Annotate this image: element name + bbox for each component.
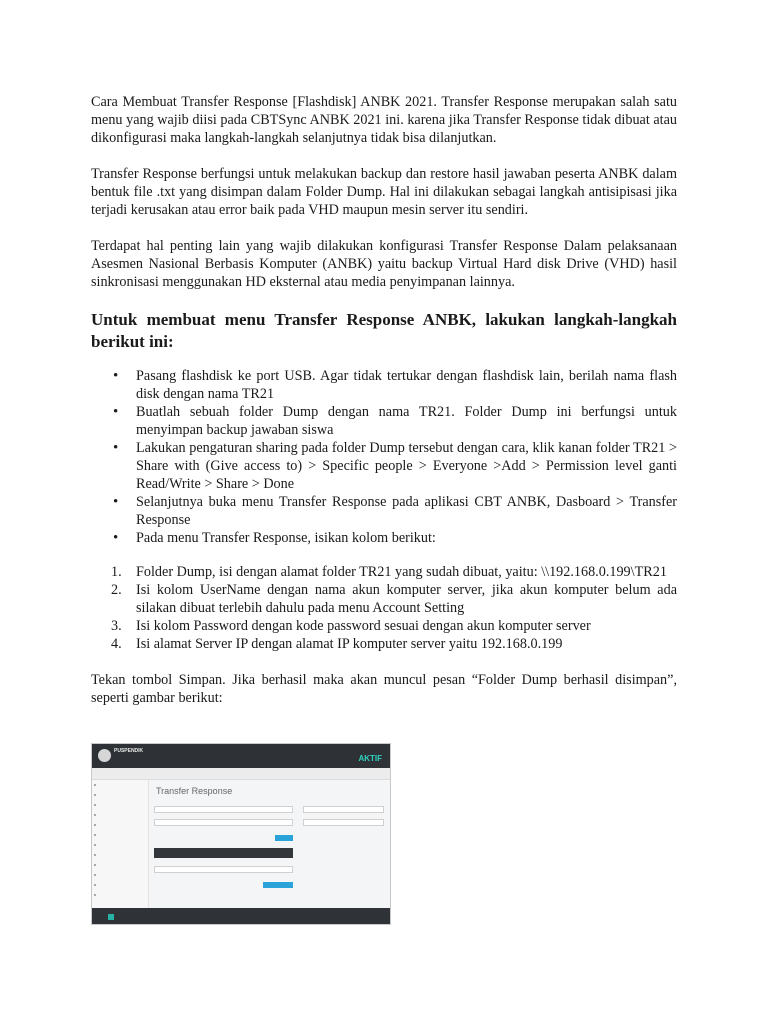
list-item-text: Isi alamat Server IP dengan alamat IP komputer server yaitu 192.168.0.199 xyxy=(136,636,563,652)
list-number: 3. xyxy=(111,618,122,634)
list-item-text: Folder Dump, isi dengan alamat folder TR21 yang sudah dibuat, yaitu: \\192.168.0.199\TR21 xyxy=(136,564,667,580)
function-paragraph: Transfer Response berfungsi untuk melakukan backup dan restore hasil jawaban peserta ANBK dalam bentuk file .txt yang disimpan dalam Folder Dump. Hal ini dilakukan sebagai langkah antisipisasi jika terjadi kerusakan atau error baik pada VHD maupun mesin server itu sendiri. xyxy=(91,166,677,218)
username-input xyxy=(303,806,384,813)
server-ip-input xyxy=(303,819,384,826)
sidebar-item xyxy=(92,880,148,890)
list-item: • Pada menu Transfer Response, isikan kolom berikut: xyxy=(91,529,677,547)
upload-button xyxy=(263,882,293,888)
list-item-text: Isi kolom Password dengan kode password sesuai dengan akun komputer server xyxy=(136,618,591,634)
sidebar-item xyxy=(92,870,148,880)
password-input xyxy=(154,819,293,826)
log-panel xyxy=(92,908,390,924)
sidebar-item xyxy=(92,840,148,850)
list-item-text: Isi kolom UserName dengan nama akun komputer server, jika akun komputer belum ada silakan dibuat terlebih dahulu pada menu Account Setting xyxy=(136,582,677,616)
sidebar-item xyxy=(92,860,148,870)
sidebar-item xyxy=(92,820,148,830)
list-number: 1. xyxy=(111,564,122,580)
save-paragraph: Tekan tombol Simpan. Jika berhasil maka akan muncul pesan “Folder Dump berhasil disimpan”, seperti gambar berikut: xyxy=(91,672,677,706)
bullet-list xyxy=(91,367,677,547)
sidebar xyxy=(92,780,149,924)
list-item xyxy=(91,563,677,581)
pagination-active xyxy=(108,914,114,920)
sidebar-item xyxy=(92,800,148,810)
sidebar-item xyxy=(92,780,148,790)
path-input xyxy=(154,866,293,873)
vhd-paragraph: Terdapat hal penting lain yang wajib dilakukan konfigurasi Transfer Response Dalam pelaksanaan Asesmen Nasional Berbasis Komputer (ANBK) yaitu backup Virtual Hard disk Drive (VHD) hasil sinkronisasi menggunakan HD eksternal atau media penyimpanan lainnya. xyxy=(91,238,677,290)
folder-dump-input xyxy=(154,806,293,813)
list-item xyxy=(91,581,677,617)
article-body xyxy=(91,93,677,725)
logo-icon xyxy=(98,749,111,762)
app-header xyxy=(92,744,390,768)
sidebar-item xyxy=(92,810,148,820)
numbered-list xyxy=(91,563,677,653)
list-number: 2. xyxy=(111,582,122,598)
save-button xyxy=(275,835,293,841)
list-item xyxy=(91,617,677,635)
screenshot-title: Transfer Response xyxy=(156,786,233,796)
list-item: • Selanjutnya buka menu Transfer Response pada aplikasi CBT ANBK, Dasboard > Transfer Response xyxy=(91,493,677,529)
steps-heading: Untuk membuat menu Transfer Response ANBK, lakukan langkah-langkah berikut ini: xyxy=(91,310,677,351)
sidebar-item xyxy=(92,890,148,900)
list-item: • Lakukan pengaturan sharing pada folder Dump tersebut dengan cara, klik kanan folder TR21 > Share with (Give access to) > Specific people > Everyone >Add > Permission level ganti Read/Write > Share > Done xyxy=(91,439,677,493)
list-item xyxy=(91,635,677,653)
screenshot-main xyxy=(154,784,384,924)
sidebar-item xyxy=(92,850,148,860)
list-number: 4. xyxy=(111,636,122,652)
file-picker-bar xyxy=(154,848,293,858)
breadcrumb xyxy=(92,768,390,780)
sidebar-item xyxy=(92,830,148,840)
sidebar-item xyxy=(92,790,148,800)
list-item: • Pasang flashdisk ke port USB. Agar tidak tertukar dengan flashdisk lain, berilah nama flash disk dengan nama TR21 xyxy=(91,367,677,403)
status-badge: AKTIF xyxy=(358,754,382,763)
logo-text: PUSPENDIK xyxy=(114,748,144,754)
list-item: • Buatlah sebuah folder Dump dengan nama TR21. Folder Dump ini berfungsi untuk menyimpan backup jawaban siswa xyxy=(91,403,677,439)
embedded-screenshot xyxy=(91,743,391,925)
intro-paragraph: Cara Membuat Transfer Response [Flashdisk] ANBK 2021. Transfer Response merupakan salah satu menu yang wajib diisi pada CBTSync ANBK 2021 ini. karena jika Transfer Response tidak dibuat atau dikonfigurasi maka langkah-langkah selanjutnya tidak bisa dilanjutkan. xyxy=(91,94,677,146)
